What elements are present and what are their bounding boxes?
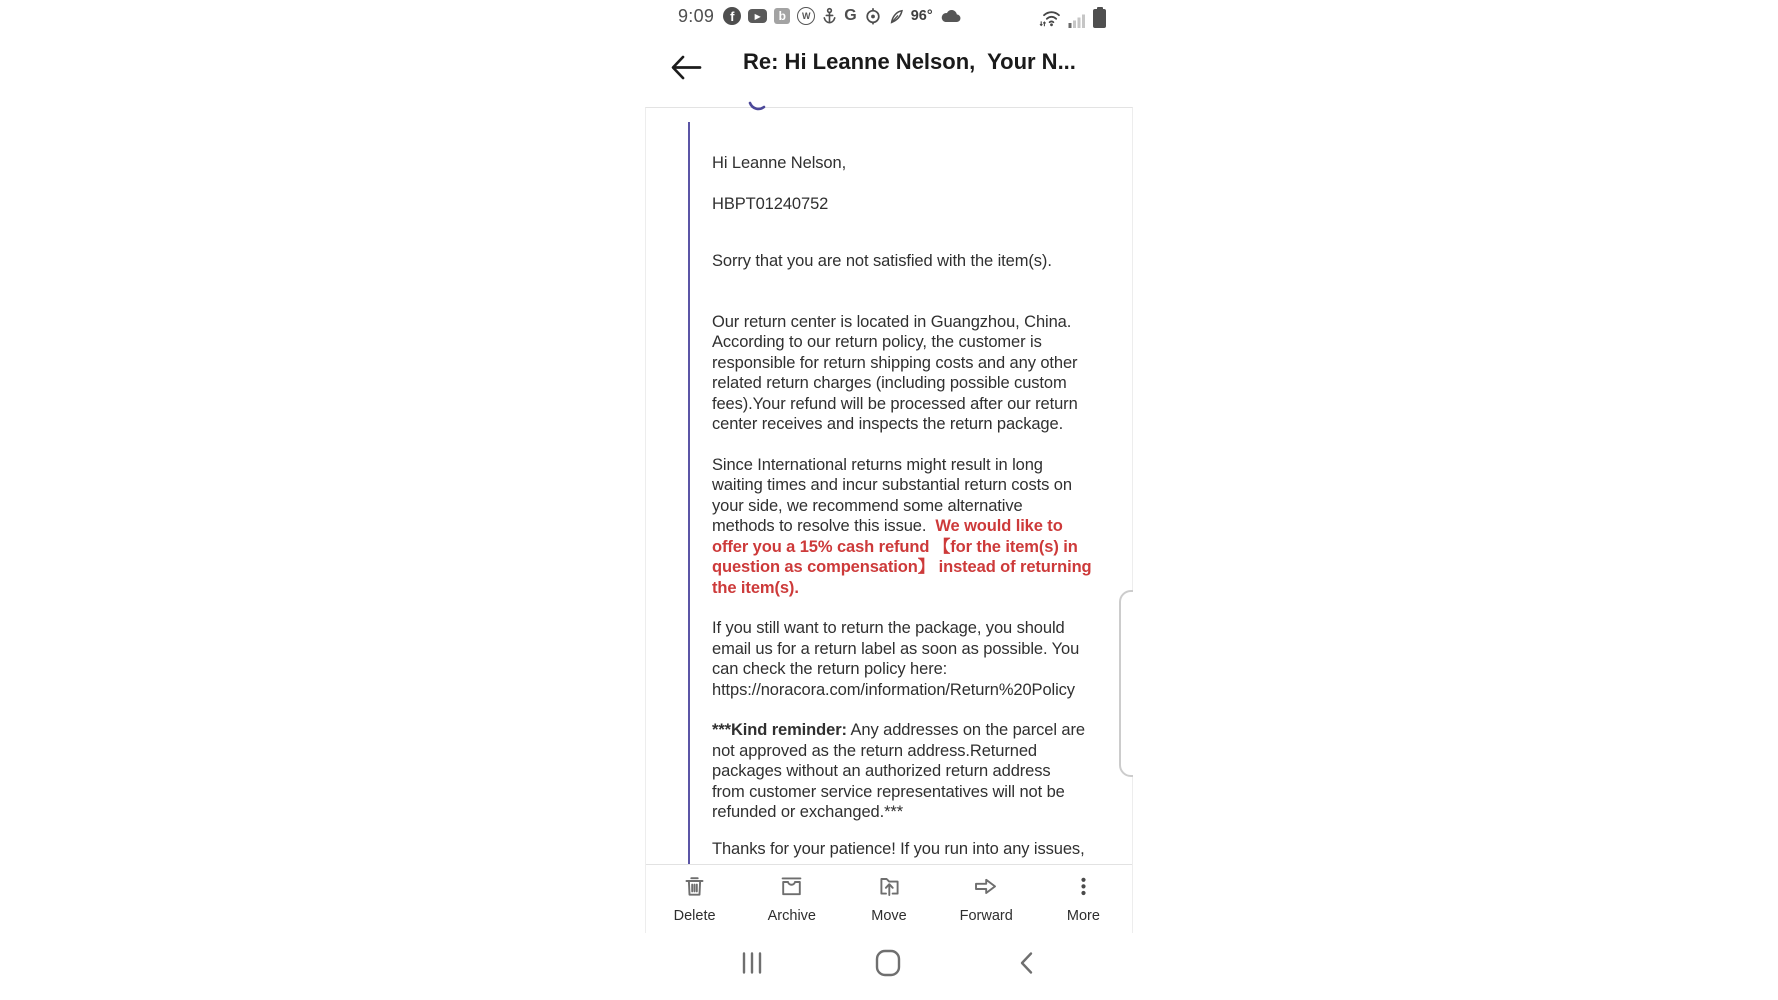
back-button[interactable] bbox=[669, 52, 703, 84]
return-label-paragraph: If you still want to return the package, you should email us for a return label as soon as possible. You can check the return policy here: https://noracora.com/information/Return%20Policy bbox=[712, 618, 1112, 700]
more-button[interactable] bbox=[1035, 865, 1132, 935]
feather-pen-notification-icon bbox=[889, 8, 904, 25]
youtube-notification-icon: ▶ bbox=[748, 9, 767, 23]
greeting-line: Hi Leanne Nelson, bbox=[712, 154, 847, 172]
thanks-line: Thanks for your patience! If you run into any issues, bbox=[712, 839, 1085, 858]
wifi-icon bbox=[1039, 9, 1062, 28]
crosshair-notification-icon bbox=[864, 7, 882, 25]
status-bar-right bbox=[1039, 4, 1106, 29]
email-content-frame bbox=[645, 107, 1133, 935]
forward-arrow-icon bbox=[972, 873, 1000, 905]
kind-reminder-paragraph: ***Kind reminder: Any addresses on the parcel are not approved as the return address.Returned packages without an authorized return address from customer service representatives will not be refunded or exchanged.*** bbox=[712, 721, 1085, 821]
phone-screen bbox=[645, 0, 1133, 1000]
refund-offer-highlight: We would like to bbox=[926, 517, 1063, 535]
move-button[interactable] bbox=[840, 865, 937, 935]
move-folder-icon bbox=[876, 873, 903, 905]
email-body-text bbox=[712, 153, 1112, 859]
clipped-purple-arc bbox=[748, 100, 768, 119]
quoted-message-bar bbox=[688, 122, 690, 864]
android-navigation-bar bbox=[645, 933, 1133, 1000]
kind-reminder-label: ***Kind reminder: bbox=[712, 721, 847, 739]
cat-app-notification-icon: W bbox=[797, 7, 815, 25]
battery-icon bbox=[1093, 9, 1106, 28]
facebook-notification-icon: f bbox=[723, 7, 741, 25]
trash-icon bbox=[681, 873, 708, 905]
email-action-toolbar bbox=[646, 864, 1132, 935]
sorry-line: Sorry that you are not satisfied with the item(s). bbox=[712, 252, 1052, 270]
move-label: Move bbox=[871, 908, 907, 924]
archive-button[interactable] bbox=[743, 865, 840, 935]
return-center-paragraph: Our return center is located in Guangzhou, China. According to our return policy, the customer is responsible for return shipping costs and any other related return charges (including possible custom fees).Your refund will be processed after our return center receives and inspects the return package. bbox=[712, 312, 1078, 433]
delete-button[interactable] bbox=[646, 865, 743, 935]
temperature-readout: 96° bbox=[910, 8, 933, 24]
more-label: More bbox=[1066, 908, 1100, 924]
return-policy-url[interactable]: https://noracora.com/information/Return%20Policy bbox=[712, 680, 1075, 699]
vertical-ellipsis-icon bbox=[1070, 873, 1097, 905]
refund-offer-paragraph: Since International returns might result in long waiting times and incur substantial return costs on your side, we recommend some alternative methods to resolve this issue. We would like to offer you a 15% cash refund 【for the item(s) in question as compensation】 instead of returning the item(s). bbox=[712, 455, 1092, 597]
forward-label: Forward bbox=[959, 908, 1013, 924]
scrollbar-pill[interactable] bbox=[1119, 590, 1133, 780]
cell-signal-icon bbox=[1068, 12, 1087, 28]
bing-notification-icon: b bbox=[774, 8, 790, 24]
email-subject-title: Re: Hi Leanne Nelson, Your N... bbox=[743, 49, 1076, 74]
forward-button[interactable] bbox=[938, 865, 1035, 935]
reference-number: HBPT01240752 bbox=[712, 194, 829, 213]
clock: 9:09 bbox=[678, 5, 715, 26]
delete-label: Delete bbox=[673, 908, 716, 924]
android-back-button[interactable] bbox=[1015, 949, 1039, 982]
archive-icon bbox=[778, 873, 805, 905]
google-notification-icon: G bbox=[844, 7, 857, 24]
anchor-notification-icon bbox=[822, 7, 837, 25]
email-body-scroll-area[interactable] bbox=[646, 108, 1132, 864]
recents-button[interactable] bbox=[739, 950, 765, 981]
archive-label: Archive bbox=[767, 908, 816, 924]
status-bar-left bbox=[678, 4, 962, 28]
cloud-weather-icon bbox=[940, 9, 962, 23]
home-button[interactable] bbox=[874, 948, 902, 983]
